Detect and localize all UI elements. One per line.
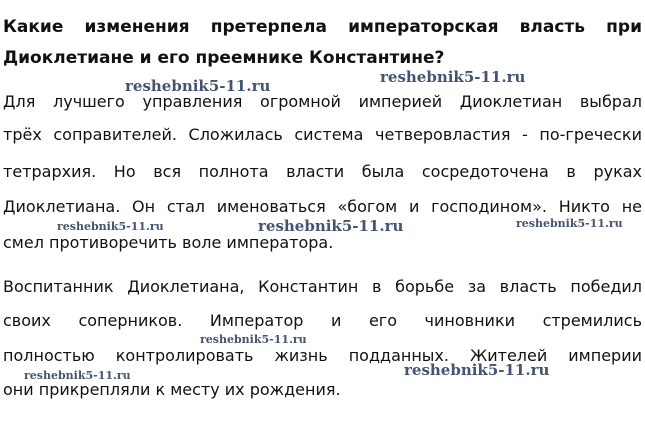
paragraph-1-line-3: тетрархия. Но вся полнота власти была сосредоточена в руках bbox=[3, 162, 642, 181]
watermark: reshebnik5-11.ru bbox=[380, 68, 526, 86]
paragraph-2-line-3: полностью контролировать жизнь подданных. Жителей империи bbox=[3, 346, 642, 365]
question-line-2: Диоклетиане и его преемнике Константине? bbox=[3, 48, 445, 68]
watermark: reshebnik5-11.ru bbox=[258, 217, 404, 235]
watermark: reshebnik5-11.ru bbox=[200, 333, 307, 346]
paragraph-1-line-5: смел противоречить воле императора. bbox=[3, 233, 334, 252]
paragraph-1-line-1: Для лучшего управления огромной империей Диоклетиан выбрал bbox=[3, 92, 642, 111]
watermark: reshebnik5-11.ru bbox=[57, 220, 164, 233]
watermark: reshebnik5-11.ru bbox=[516, 217, 623, 230]
paragraph-1-line-2: трёх соправителей. Сложилась система четверовластия - по-гречески bbox=[3, 125, 642, 144]
paragraph-2-line-2: своих соперников. Император и его чиновники стремились bbox=[3, 311, 642, 330]
watermark: reshebnik5-11.ru bbox=[125, 77, 271, 95]
watermark: reshebnik5-11.ru bbox=[24, 369, 131, 382]
question-line-1: Какие изменения претерпела императорская власть при bbox=[3, 17, 642, 37]
watermark: reshebnik5-11.ru bbox=[404, 361, 550, 379]
paragraph-2-line-4: они прикрепляли к месту их рождения. bbox=[3, 380, 341, 399]
paragraph-2-line-1: Воспитанник Диоклетиана, Константин в борьбе за власть победил bbox=[3, 277, 642, 296]
paragraph-1-line-4: Диоклетиана. Он стал именоваться «богом и господином». Никто не bbox=[3, 197, 642, 216]
